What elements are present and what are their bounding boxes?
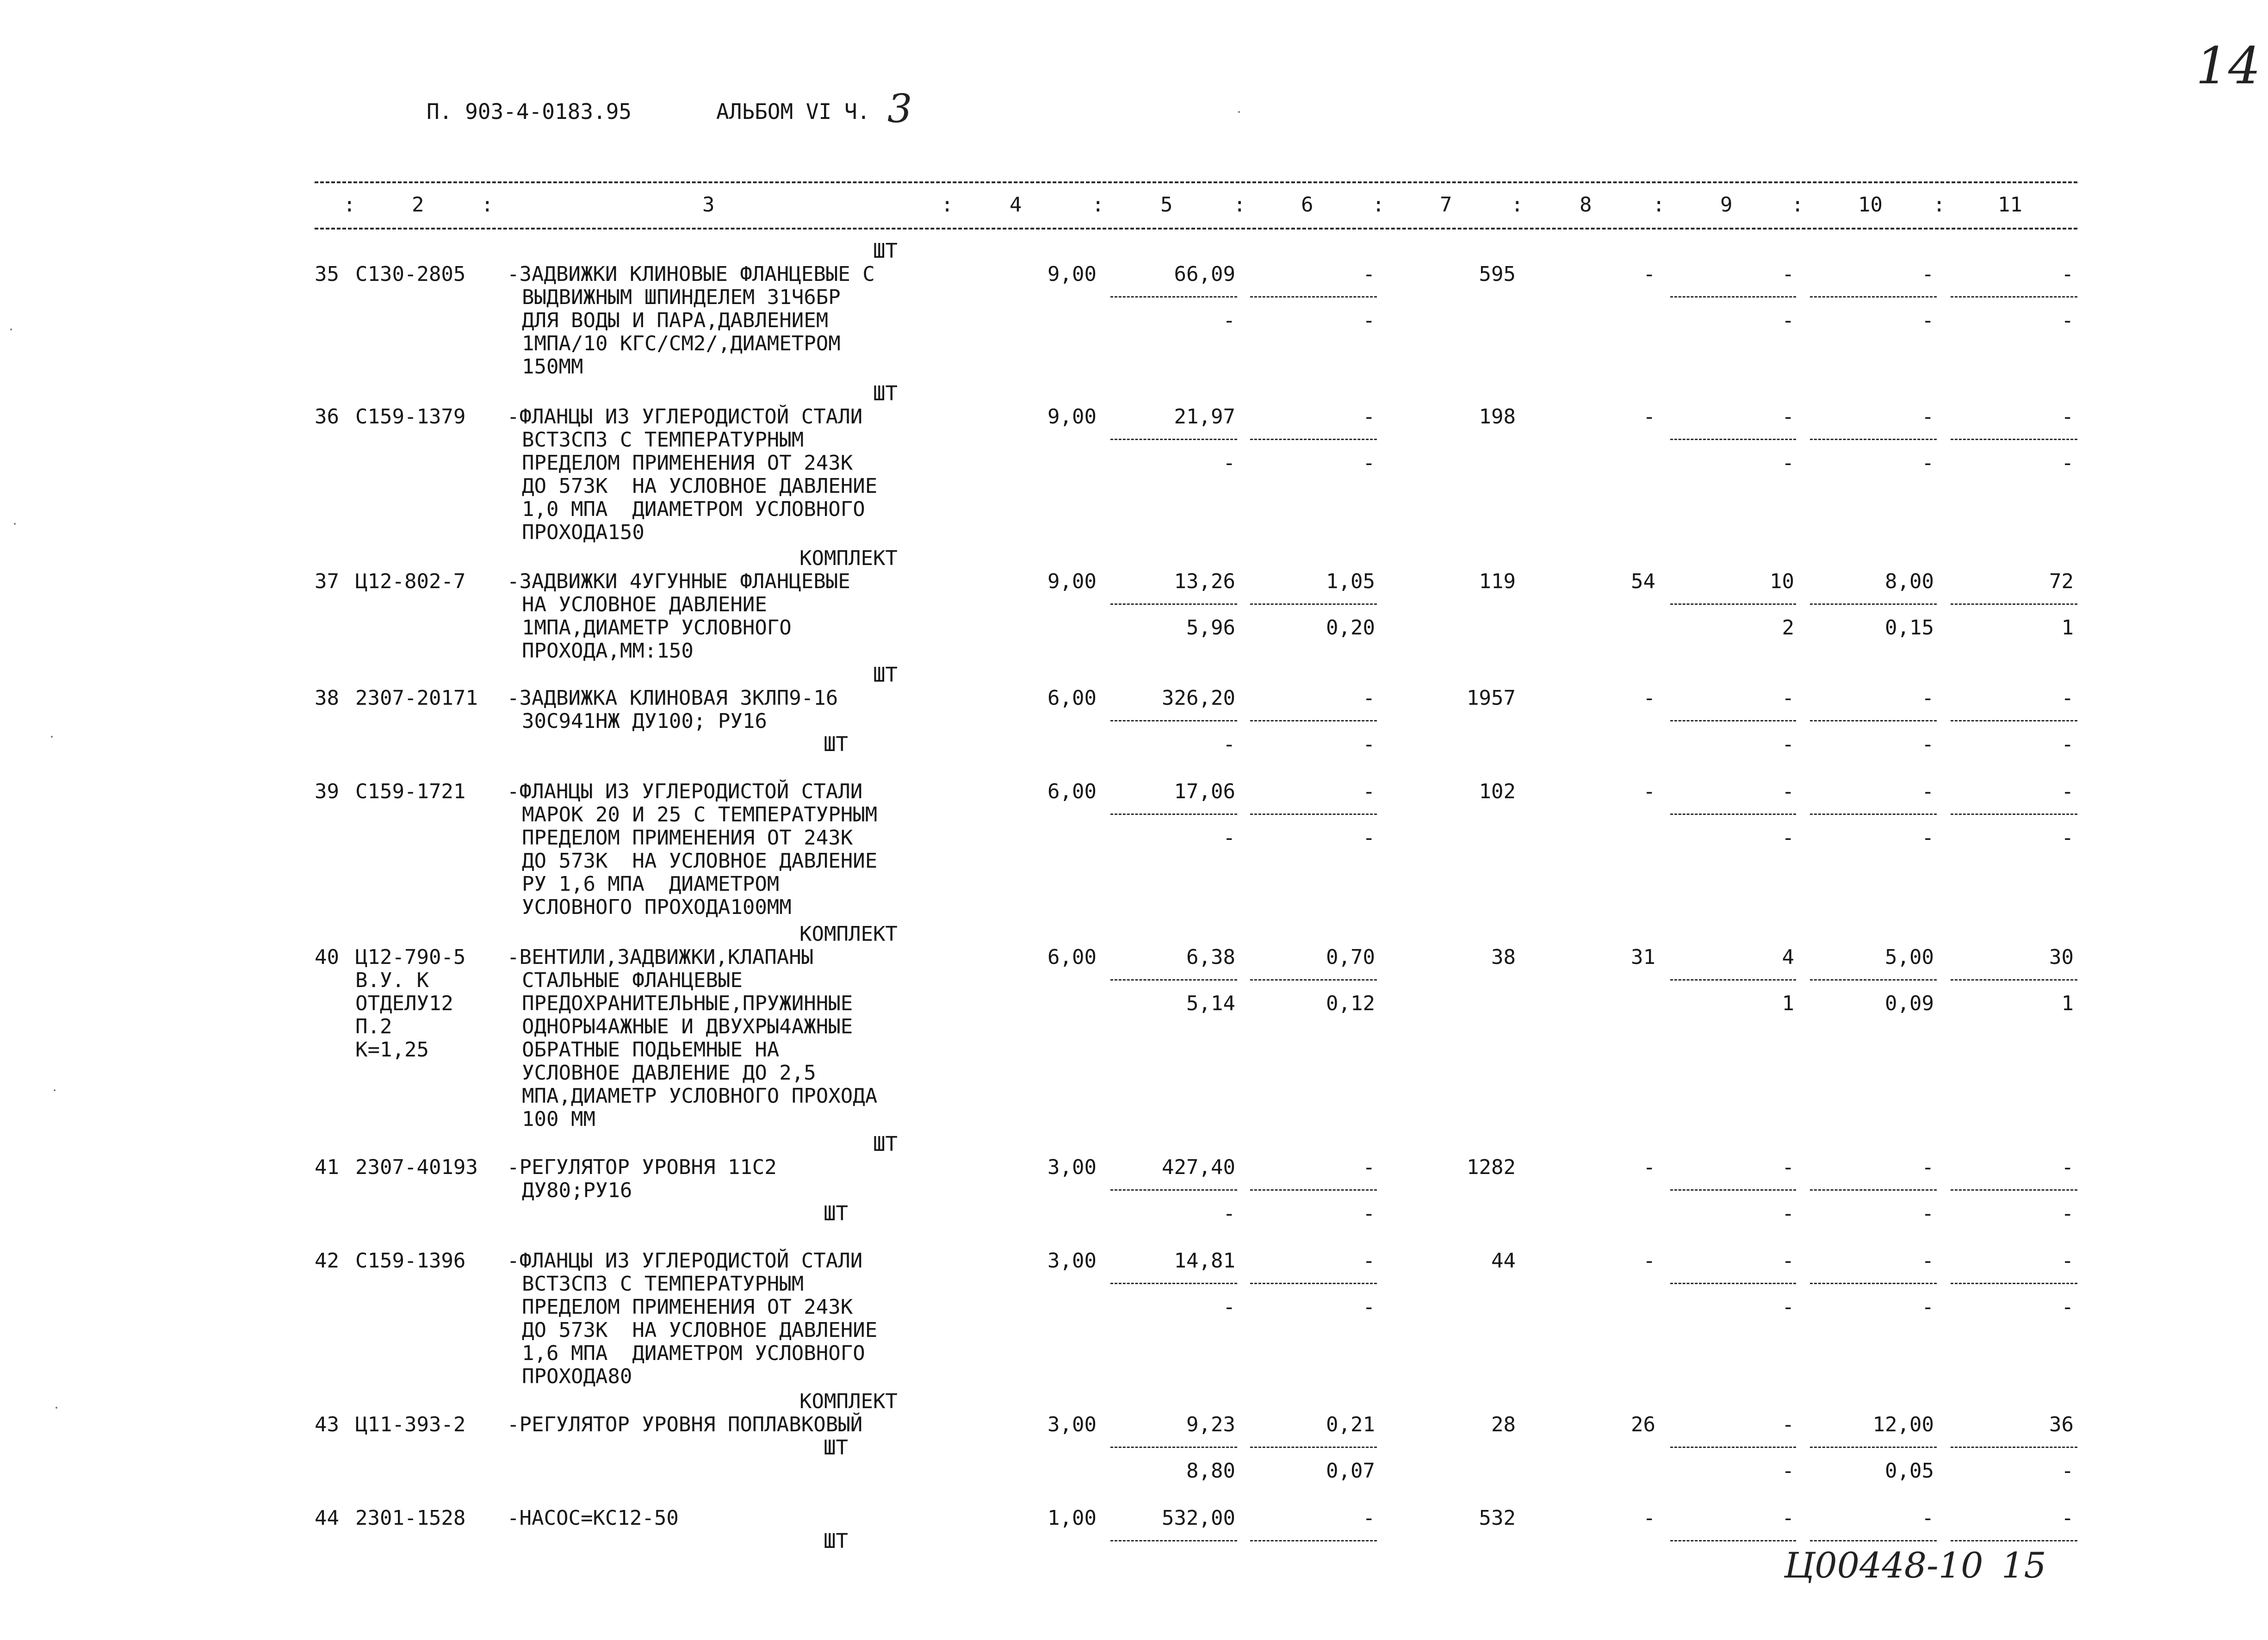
row-number: 41 bbox=[315, 1155, 339, 1179]
cell-divider-dashes bbox=[1110, 814, 1237, 815]
album-part-handwritten: 3 bbox=[887, 86, 912, 131]
cell-divider-dashes bbox=[1670, 439, 1796, 440]
cell-divider-dashes bbox=[1951, 814, 2077, 815]
description-line: МПА,ДИАМЕТР УСЛОВНОГО ПРОХОДА bbox=[522, 1084, 878, 1108]
archive-stamp-handwritten: Ц00448-10 bbox=[1784, 1545, 1983, 1586]
cell-divider-dashes bbox=[1670, 603, 1796, 605]
value-c5: 66,09 bbox=[1174, 262, 1235, 286]
value-c7: 44 bbox=[1491, 1249, 1516, 1273]
description-line: УСЛОВНОЕ ДАВЛЕНИЕ ДО 2,5 bbox=[522, 1061, 816, 1085]
cell-divider-dashes bbox=[1810, 1447, 1937, 1448]
col-sep: : bbox=[1511, 193, 1524, 217]
value-c5: 6,38 bbox=[1186, 945, 1235, 969]
cell-divider-dashes bbox=[1250, 296, 1377, 298]
value-c6b: 0,12 bbox=[1326, 992, 1375, 1015]
value-c6: - bbox=[1363, 405, 1375, 429]
table-header-rule bbox=[315, 228, 2077, 230]
row-number: 42 bbox=[315, 1249, 339, 1273]
value-c6b: 0,07 bbox=[1326, 1459, 1375, 1483]
value-c11: - bbox=[2061, 262, 2074, 286]
description-line: ПРОХОДА,ММ:150 bbox=[522, 639, 694, 663]
description-line: МАРОК 20 И 25 С ТЕМПЕРАТУРНЫМ bbox=[522, 803, 878, 826]
resource-code: 2301-1528 bbox=[355, 1506, 466, 1530]
col-header-11: 11 bbox=[1998, 193, 2022, 217]
value-c9b: - bbox=[1782, 1459, 1794, 1483]
value-c11: - bbox=[2061, 1155, 2074, 1179]
value-c7: 595 bbox=[1479, 262, 1516, 286]
description-line: ДО 573К НА УСЛОВНОЕ ДАВЛЕНИЕ bbox=[522, 849, 878, 873]
cell-divider-dashes bbox=[1250, 979, 1377, 981]
description-line: -НАСОС=КС12-50 bbox=[507, 1506, 679, 1530]
value-c4: 3,00 bbox=[1047, 1249, 1097, 1273]
cell-divider-dashes bbox=[1110, 296, 1237, 298]
value-c9b: - bbox=[1782, 451, 1794, 475]
cell-divider-dashes bbox=[1110, 720, 1237, 721]
value-c6: - bbox=[1363, 1506, 1375, 1530]
value-c8: - bbox=[1643, 405, 1655, 429]
description-line: СТАЛЬНЫЕ ФЛАНЦЕВЫЕ bbox=[522, 969, 743, 992]
cell-divider-dashes bbox=[1250, 1540, 1377, 1541]
value-c7: 1957 bbox=[1467, 686, 1516, 710]
cell-divider-dashes bbox=[1110, 979, 1237, 981]
scan-speck bbox=[1238, 111, 1240, 113]
cell-divider-dashes bbox=[1810, 603, 1937, 605]
cell-divider-dashes bbox=[1250, 1283, 1377, 1284]
cell-divider-dashes bbox=[1810, 1540, 1937, 1541]
value-c9b: - bbox=[1782, 1202, 1794, 1225]
value-c4: 9,00 bbox=[1047, 570, 1097, 593]
value-c10: - bbox=[1921, 1155, 1934, 1179]
unit-label: КОМПЛЕКТ bbox=[799, 547, 898, 570]
value-c6b: 0,20 bbox=[1326, 616, 1375, 640]
cell-divider-dashes bbox=[1951, 296, 2077, 298]
value-c7: 1282 bbox=[1467, 1155, 1516, 1179]
resource-code: Ц12-790-5 bbox=[355, 945, 466, 969]
value-c10b: - bbox=[1921, 309, 1934, 332]
value-c5b: 5,96 bbox=[1186, 616, 1235, 640]
cell-divider-dashes bbox=[1250, 439, 1377, 440]
value-c9: - bbox=[1782, 1413, 1794, 1436]
col-header-8: 8 bbox=[1580, 193, 1592, 217]
value-c11b: - bbox=[2061, 451, 2074, 475]
value-c8: 54 bbox=[1631, 570, 1655, 593]
description-line: ПРЕДЕЛОМ ПРИМЕНЕНИЯ ОТ 243К bbox=[522, 451, 853, 475]
description-line: ВСТ3СП3 С ТЕМПЕРАТУРНЫМ bbox=[522, 428, 804, 452]
value-c10: - bbox=[1921, 262, 1934, 286]
value-c11: - bbox=[2061, 1506, 2074, 1530]
col-sep: : bbox=[1933, 193, 1946, 217]
cell-divider-dashes bbox=[1670, 814, 1796, 815]
value-c6: - bbox=[1363, 780, 1375, 803]
description-line: ПРЕДОХРАНИТЕЛЬНЫЕ,ПРУЖИННЫЕ bbox=[522, 992, 853, 1015]
scan-speck bbox=[10, 329, 12, 330]
cell-divider-dashes bbox=[1670, 1447, 1796, 1448]
scan-speck bbox=[51, 736, 53, 738]
value-c11: - bbox=[2061, 1249, 2074, 1273]
value-c7: 198 bbox=[1479, 405, 1516, 429]
value-c5: 21,97 bbox=[1174, 405, 1235, 429]
value-c11b: - bbox=[2061, 1202, 2074, 1225]
value-c9: - bbox=[1782, 780, 1794, 803]
cell-divider-dashes bbox=[1670, 1540, 1796, 1541]
value-c4: 1,00 bbox=[1047, 1506, 1097, 1530]
description-line: ДО 573К НА УСЛОВНОЕ ДАВЛЕНИЕ bbox=[522, 1318, 878, 1342]
col-header-5: 5 bbox=[1160, 193, 1173, 217]
description-line: 1,0 МПА ДИАМЕТРОМ УСЛОВНОГО bbox=[522, 497, 865, 521]
value-c10: - bbox=[1921, 686, 1934, 710]
unit-label: КОМПЛЕКТ bbox=[799, 1390, 898, 1413]
value-c8: - bbox=[1643, 780, 1655, 803]
value-c5b: 8,80 bbox=[1186, 1459, 1235, 1483]
value-c11: - bbox=[2061, 780, 2074, 803]
value-c6b: - bbox=[1363, 826, 1375, 850]
value-c5b: - bbox=[1223, 309, 1235, 332]
value-c10b: - bbox=[1921, 1295, 1934, 1319]
value-c10: 12,00 bbox=[1872, 1413, 1934, 1436]
description-line: ПРЕДЕЛОМ ПРИМЕНЕНИЯ ОТ 243К bbox=[522, 1295, 853, 1319]
resource-code: В.У. К bbox=[355, 969, 429, 992]
value-c7: 28 bbox=[1491, 1413, 1516, 1436]
value-c10: - bbox=[1921, 1506, 1934, 1530]
value-c5: 14,81 bbox=[1174, 1249, 1235, 1273]
cell-divider-dashes bbox=[1110, 439, 1237, 440]
value-c8: 26 bbox=[1631, 1413, 1655, 1436]
col-header-10: 10 bbox=[1858, 193, 1883, 217]
value-c10: - bbox=[1921, 405, 1934, 429]
description-line: -ЗАДВИЖКИ КЛИНОВЫЕ ФЛАНЦЕВЫЕ С bbox=[507, 262, 875, 286]
description-line: ПРОХОДА150 bbox=[522, 521, 644, 544]
value-c10b: - bbox=[1921, 826, 1934, 850]
cell-divider-dashes bbox=[1951, 1447, 2077, 1448]
description-line: ОБРАТНЫЕ ПОДЬЕМНЫЕ НА bbox=[522, 1038, 780, 1062]
resource-code: 2307-40193 bbox=[355, 1155, 478, 1179]
col-header-3: 3 bbox=[702, 193, 715, 217]
description-line: РУ 1,6 МПА ДИАМЕТРОМ bbox=[522, 872, 780, 896]
unit-label: ШТ bbox=[824, 733, 848, 756]
cell-divider-dashes bbox=[1250, 603, 1377, 605]
row-number: 43 bbox=[315, 1413, 339, 1436]
description-line: ПРЕДЕЛОМ ПРИМЕНЕНИЯ ОТ 243К bbox=[522, 826, 853, 850]
value-c11b: 1 bbox=[2061, 992, 2074, 1015]
value-c11b: - bbox=[2061, 1295, 2074, 1319]
value-c9b: 1 bbox=[1782, 992, 1794, 1015]
value-c7: 119 bbox=[1479, 570, 1516, 593]
cell-divider-dashes bbox=[1951, 1189, 2077, 1191]
value-c5: 326,20 bbox=[1162, 686, 1235, 710]
cell-divider-dashes bbox=[1670, 1283, 1796, 1284]
cell-divider-dashes bbox=[1951, 1283, 2077, 1284]
cell-divider-dashes bbox=[1951, 1540, 2077, 1541]
resource-code: Ц11-393-2 bbox=[355, 1413, 466, 1436]
unit-label: ШТ bbox=[824, 1529, 848, 1553]
resource-code: С159-1379 bbox=[355, 405, 466, 429]
value-c8: - bbox=[1643, 1155, 1655, 1179]
cell-divider-dashes bbox=[1110, 1283, 1237, 1284]
unit-label: ШТ bbox=[824, 1436, 848, 1460]
value-c9: - bbox=[1782, 1506, 1794, 1530]
cell-divider-dashes bbox=[1670, 720, 1796, 721]
resource-code: 2307-20171 bbox=[355, 686, 478, 710]
col-header-7: 7 bbox=[1440, 193, 1452, 217]
value-c9b: 2 bbox=[1782, 616, 1794, 640]
description-line: 150ММ bbox=[522, 355, 583, 379]
value-c9b: - bbox=[1782, 733, 1794, 756]
value-c9: - bbox=[1782, 405, 1794, 429]
value-c5b: - bbox=[1223, 1202, 1235, 1225]
description-line: -ФЛАНЦЫ ИЗ УГЛЕРОДИСТОЙ СТАЛИ bbox=[507, 405, 863, 429]
doc-reference: П. 903-4-0183.95 bbox=[427, 99, 632, 124]
value-c6: - bbox=[1363, 686, 1375, 710]
resource-code: С159-1396 bbox=[355, 1249, 466, 1273]
cell-divider-dashes bbox=[1670, 296, 1796, 298]
value-c5: 13,26 bbox=[1174, 570, 1235, 593]
value-c6b: - bbox=[1363, 733, 1375, 756]
page-number-handwritten: 14 bbox=[2196, 36, 2261, 95]
value-c4: 3,00 bbox=[1047, 1413, 1097, 1436]
value-c11: 30 bbox=[2049, 945, 2074, 969]
col-sep: : bbox=[1791, 193, 1804, 217]
description-line: ДЛЯ ВОДЫ И ПАРА,ДАВЛЕНИЕМ bbox=[522, 309, 829, 332]
value-c10b: - bbox=[1921, 451, 1934, 475]
scan-speck bbox=[14, 523, 16, 525]
value-c9: - bbox=[1782, 686, 1794, 710]
value-c10b: - bbox=[1921, 1202, 1934, 1225]
value-c9: - bbox=[1782, 1155, 1794, 1179]
value-c4: 9,00 bbox=[1047, 262, 1097, 286]
value-c4: 6,00 bbox=[1047, 780, 1097, 803]
description-line: -ФЛАНЦЫ ИЗ УГЛЕРОДИСТОЙ СТАЛИ bbox=[507, 1249, 863, 1273]
value-c10b: 0,15 bbox=[1885, 616, 1934, 640]
value-c11: 36 bbox=[2049, 1413, 2074, 1436]
cell-divider-dashes bbox=[1810, 1189, 1937, 1191]
value-c6b: - bbox=[1363, 309, 1375, 332]
value-c9: 10 bbox=[1770, 570, 1794, 593]
cell-divider-dashes bbox=[1110, 1447, 1237, 1448]
value-c9: - bbox=[1782, 262, 1794, 286]
cell-divider-dashes bbox=[1951, 979, 2077, 981]
value-c11: 72 bbox=[2049, 570, 2074, 593]
value-c5: 9,23 bbox=[1186, 1413, 1235, 1436]
value-c8: - bbox=[1643, 262, 1655, 286]
cell-divider-dashes bbox=[1250, 1189, 1377, 1191]
unit-label: ШТ bbox=[873, 663, 898, 687]
cell-divider-dashes bbox=[1670, 1189, 1796, 1191]
row-number: 38 bbox=[315, 686, 339, 710]
description-line: НА УСЛОВНОЕ ДАВЛЕНИЕ bbox=[522, 593, 767, 616]
album-label: АЛЬБОМ VI Ч. bbox=[716, 99, 870, 124]
col-sep: : bbox=[1653, 193, 1665, 217]
value-c10: 8,00 bbox=[1885, 570, 1934, 593]
resource-code: Ц12-802-7 bbox=[355, 570, 466, 593]
value-c10: 5,00 bbox=[1885, 945, 1934, 969]
col-header-6: 6 bbox=[1301, 193, 1314, 217]
value-c11: - bbox=[2061, 686, 2074, 710]
row-number: 35 bbox=[315, 262, 339, 286]
value-c7: 38 bbox=[1491, 945, 1516, 969]
description-line: ДО 573К НА УСЛОВНОЕ ДАВЛЕНИЕ bbox=[522, 474, 878, 498]
cell-divider-dashes bbox=[1250, 1447, 1377, 1448]
row-number: 39 bbox=[315, 780, 339, 803]
col-sep: : bbox=[481, 193, 494, 217]
unit-label: ШТ bbox=[873, 239, 898, 263]
scan-speck bbox=[54, 1089, 56, 1091]
cell-divider-dashes bbox=[1810, 296, 1937, 298]
description-line: -ЗАДВИЖКА КЛИНОВАЯ ЗКЛП9-16 bbox=[507, 686, 838, 710]
sheet-number-handwritten: 15 bbox=[2002, 1545, 2046, 1586]
cell-divider-dashes bbox=[1951, 720, 2077, 721]
value-c10: - bbox=[1921, 780, 1934, 803]
row-number: 44 bbox=[315, 1506, 339, 1530]
col-sep: : bbox=[343, 193, 356, 217]
col-header-4: 4 bbox=[1010, 193, 1022, 217]
value-c6: - bbox=[1363, 262, 1375, 286]
description-line: -ВЕНТИЛИ,ЗАДВИЖКИ,КЛАПАНЫ bbox=[507, 945, 814, 969]
value-c5b: - bbox=[1223, 1295, 1235, 1319]
value-c5: 17,06 bbox=[1174, 780, 1235, 803]
value-c6: - bbox=[1363, 1155, 1375, 1179]
cell-divider-dashes bbox=[1810, 439, 1937, 440]
value-c9: 4 bbox=[1782, 945, 1794, 969]
value-c7: 102 bbox=[1479, 780, 1516, 803]
unit-label: ШТ bbox=[873, 1132, 898, 1156]
value-c10b: 0,09 bbox=[1885, 992, 1934, 1015]
scan-speck bbox=[56, 1407, 57, 1409]
value-c11b: - bbox=[2061, 1459, 2074, 1483]
description-line: 30С941НЖ ДУ100; РУ16 bbox=[522, 709, 767, 733]
col-header-2: 2 bbox=[412, 193, 424, 217]
description-line: ВСТ3СП3 С ТЕМПЕРАТУРНЫМ bbox=[522, 1272, 804, 1296]
value-c8: - bbox=[1643, 1249, 1655, 1273]
value-c5: 427,40 bbox=[1162, 1155, 1235, 1179]
value-c11: - bbox=[2061, 405, 2074, 429]
description-line: 100 ММ bbox=[522, 1107, 595, 1131]
description-line: ОДНОРЫ4АЖНЫЕ И ДВУХРЫ4АЖНЫЕ bbox=[522, 1015, 853, 1038]
value-c5b: - bbox=[1223, 733, 1235, 756]
value-c11b: - bbox=[2061, 733, 2074, 756]
resource-code: П.2 bbox=[355, 1015, 392, 1038]
cell-divider-dashes bbox=[1670, 979, 1796, 981]
value-c5b: - bbox=[1223, 826, 1235, 850]
cell-divider-dashes bbox=[1810, 814, 1937, 815]
cell-divider-dashes bbox=[1951, 603, 2077, 605]
description-line: -ФЛАНЦЫ ИЗ УГЛЕРОДИСТОЙ СТАЛИ bbox=[507, 780, 863, 803]
unit-label: КОМПЛЕКТ bbox=[799, 922, 898, 946]
value-c8: 31 bbox=[1631, 945, 1655, 969]
value-c7: 532 bbox=[1479, 1506, 1516, 1530]
value-c6: 0,70 bbox=[1326, 945, 1375, 969]
value-c11b: 1 bbox=[2061, 616, 2074, 640]
cell-divider-dashes bbox=[1250, 720, 1377, 721]
cell-divider-dashes bbox=[1810, 720, 1937, 721]
cell-divider-dashes bbox=[1810, 1283, 1937, 1284]
cell-divider-dashes bbox=[1810, 979, 1937, 981]
value-c4: 6,00 bbox=[1047, 945, 1097, 969]
cell-divider-dashes bbox=[1250, 814, 1377, 815]
col-sep: : bbox=[1372, 193, 1385, 217]
value-c5b: - bbox=[1223, 451, 1235, 475]
cell-divider-dashes bbox=[1951, 439, 2077, 440]
value-c10: - bbox=[1921, 1249, 1934, 1273]
description-line: УСЛОВНОГО ПРОХОДА100ММ bbox=[522, 895, 792, 919]
description-line: 1МПА,ДИАМЕТР УСЛОВНОГО bbox=[522, 616, 792, 640]
description-line: ПРОХОДА80 bbox=[522, 1365, 632, 1388]
cell-divider-dashes bbox=[1110, 1189, 1237, 1191]
value-c4: 6,00 bbox=[1047, 686, 1097, 710]
value-c9b: - bbox=[1782, 309, 1794, 332]
value-c6b: - bbox=[1363, 1295, 1375, 1319]
resource-code: С159-1721 bbox=[355, 780, 466, 803]
value-c6: 1,05 bbox=[1326, 570, 1375, 593]
value-c8: - bbox=[1643, 1506, 1655, 1530]
value-c6: 0,21 bbox=[1326, 1413, 1375, 1436]
value-c8: - bbox=[1643, 686, 1655, 710]
description-line: -ЗАДВИЖКИ 4УГУННЫЕ ФЛАНЦЕВЫЕ bbox=[507, 570, 850, 593]
resource-code: ОТДЕЛУ12 bbox=[355, 992, 453, 1015]
row-number: 36 bbox=[315, 405, 339, 429]
value-c6b: - bbox=[1363, 451, 1375, 475]
cell-divider-dashes bbox=[1110, 603, 1237, 605]
value-c4: 9,00 bbox=[1047, 405, 1097, 429]
value-c9b: - bbox=[1782, 1295, 1794, 1319]
description-line: -РЕГУЛЯТОР УРОВНЯ ПОПЛАВКОВЫЙ bbox=[507, 1413, 863, 1436]
value-c5: 532,00 bbox=[1162, 1506, 1235, 1530]
value-c11b: - bbox=[2061, 309, 2074, 332]
unit-label: ШТ bbox=[873, 382, 898, 405]
table-top-rule bbox=[315, 181, 2077, 183]
value-c9b: - bbox=[1782, 826, 1794, 850]
value-c6b: - bbox=[1363, 1202, 1375, 1225]
unit-label: ШТ bbox=[824, 1202, 848, 1225]
value-c11b: - bbox=[2061, 826, 2074, 850]
resource-code: К=1,25 bbox=[355, 1038, 429, 1062]
col-sep: : bbox=[1092, 193, 1104, 217]
col-sep: : bbox=[1233, 193, 1246, 217]
col-sep: : bbox=[941, 193, 954, 217]
value-c4: 3,00 bbox=[1047, 1155, 1097, 1179]
value-c9: - bbox=[1782, 1249, 1794, 1273]
row-number: 37 bbox=[315, 570, 339, 593]
description-line: 1,6 МПА ДИАМЕТРОМ УСЛОВНОГО bbox=[522, 1342, 865, 1365]
resource-code: С130-2805 bbox=[355, 262, 466, 286]
description-line: -РЕГУЛЯТОР УРОВНЯ 11С2 bbox=[507, 1155, 777, 1179]
value-c5b: 5,14 bbox=[1186, 992, 1235, 1015]
description-line: ВЫДВИЖНЫМ ШПИНДЕЛЕМ 31Ч6БР bbox=[522, 286, 841, 309]
col-header-9: 9 bbox=[1720, 193, 1733, 217]
description-line: ДУ80;РУ16 bbox=[522, 1179, 632, 1202]
value-c6: - bbox=[1363, 1249, 1375, 1273]
cell-divider-dashes bbox=[1110, 1540, 1237, 1541]
row-number: 40 bbox=[315, 945, 339, 969]
value-c10b: - bbox=[1921, 733, 1934, 756]
description-line: 1МПА/10 КГС/СМ2/,ДИАМЕТРОМ bbox=[522, 332, 841, 355]
value-c10b: 0,05 bbox=[1885, 1459, 1934, 1483]
